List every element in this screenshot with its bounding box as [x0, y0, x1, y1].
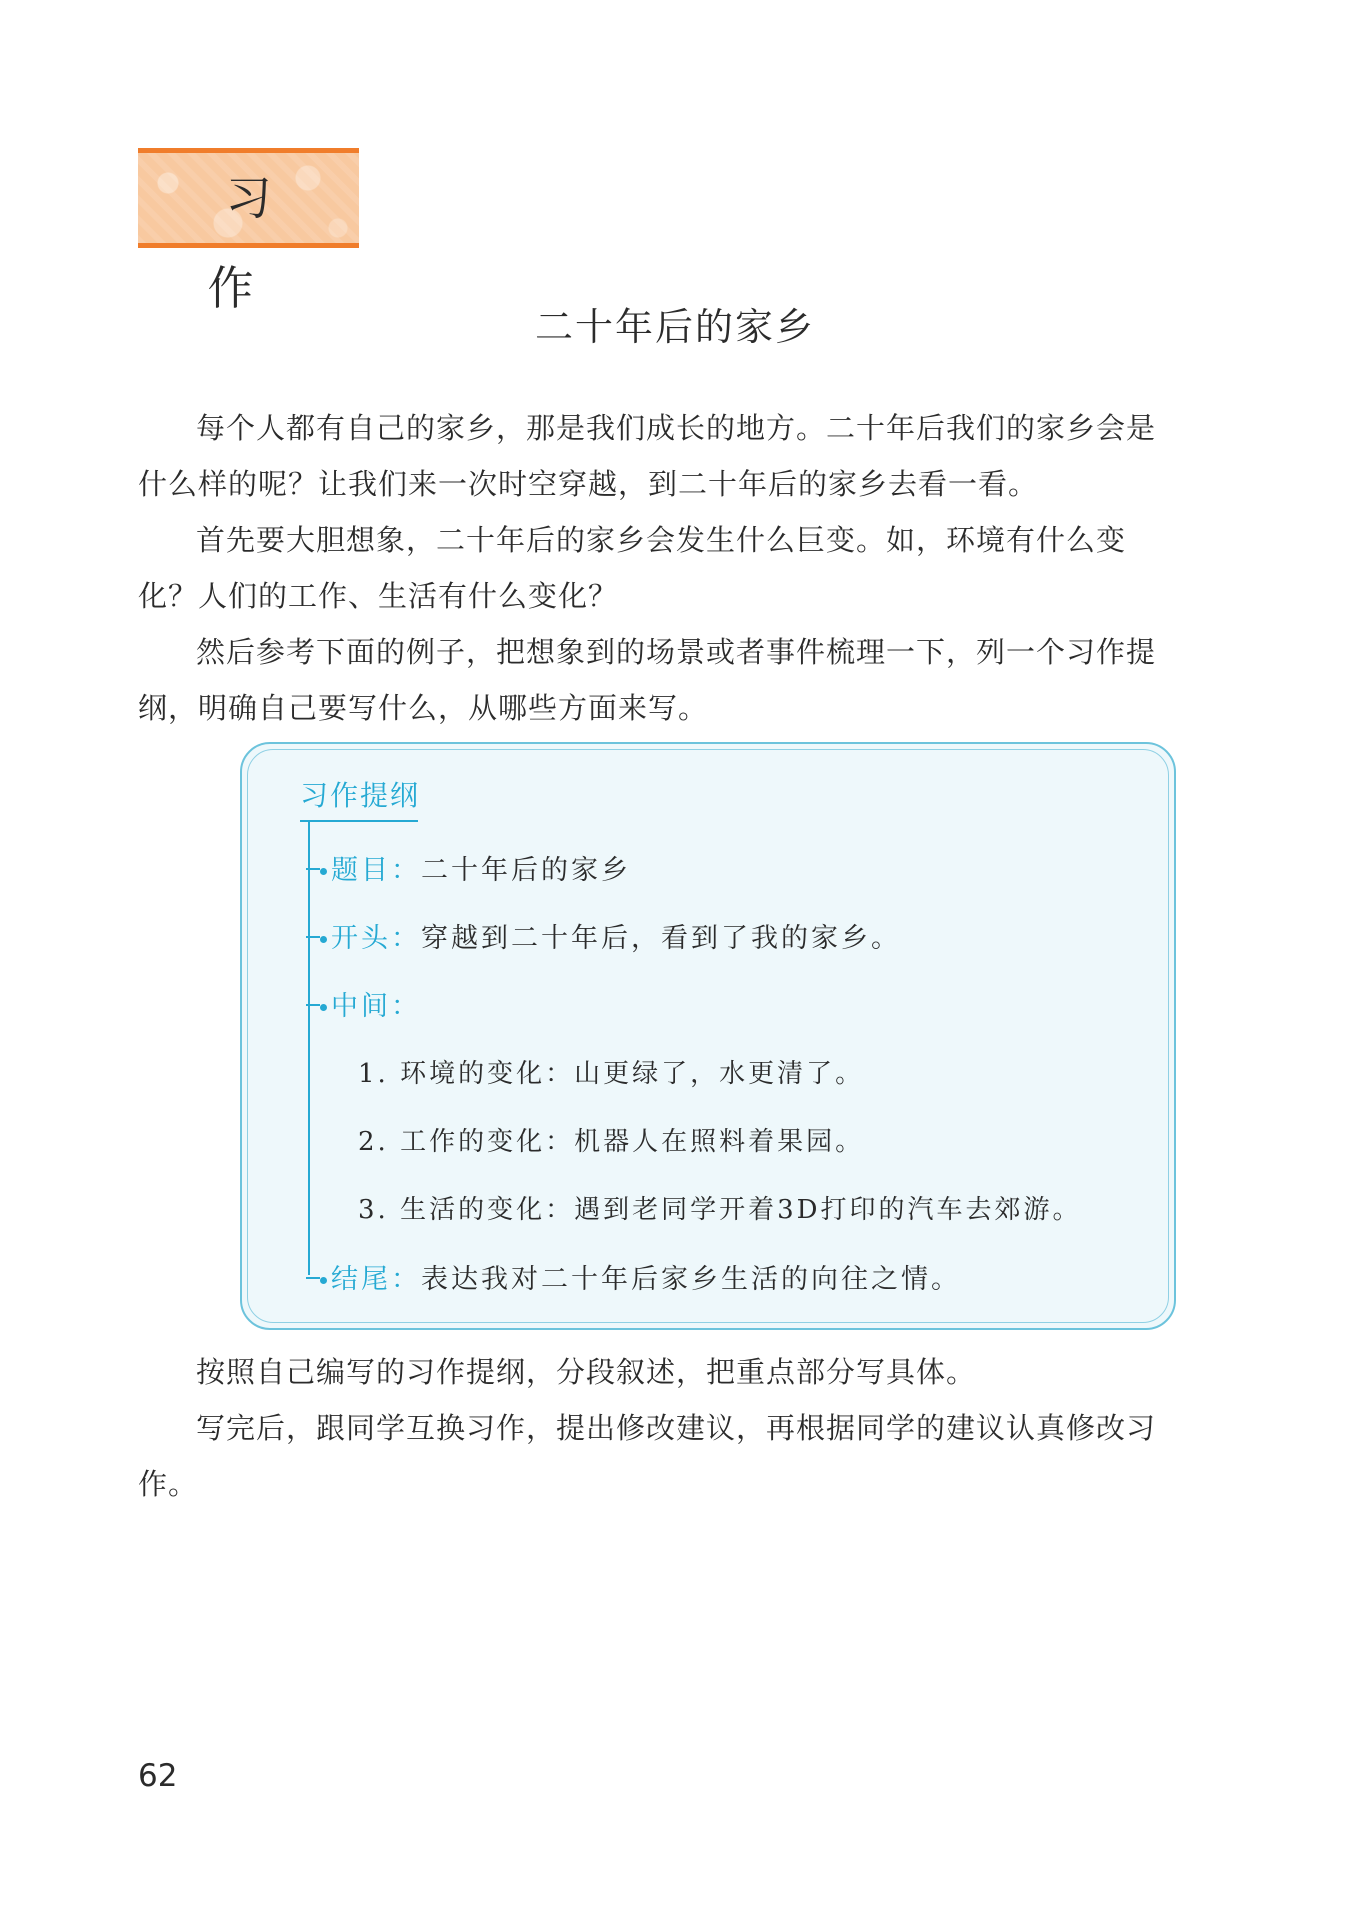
paragraph: 然后参考下面的例子，把想象到的场景或者事件梳理一下，列一个习作提纲，明确自己要写什么，从哪些方面来写。	[138, 635, 1157, 725]
paragraph: 按照自己编写的习作提纲，分段叙述，把重点部分写具体。	[196, 1355, 977, 1389]
intro-text	[138, 400, 1182, 736]
outline-middle-item: 1. 环境的变化：山更绿了，水更清了。	[358, 1059, 865, 1089]
section-banner	[138, 148, 359, 315]
bullet-dot-icon	[320, 1004, 327, 1011]
outline-ending-label: 结尾：	[331, 1264, 421, 1295]
tree-branch	[306, 868, 320, 870]
outro-text	[138, 1344, 1182, 1512]
section-banner-label: 习 作	[207, 171, 308, 315]
outline-opening	[322, 916, 901, 955]
bullet-dot-icon	[320, 936, 327, 943]
outline-middle-item: 3. 生活的变化：遇到老同学开着3D打印的汽车去郊游。	[358, 1195, 1082, 1225]
outline-topic-label: 题目：	[331, 855, 421, 886]
outline-box	[240, 742, 1176, 1330]
outline-ending	[322, 1257, 961, 1296]
outline-opening-label: 开头：	[331, 923, 421, 954]
tree-branch	[306, 936, 320, 938]
paragraph: 首先要大胆想象，二十年后的家乡会发生什么巨变。如，环境有什么变化？人们的工作、生活有什么变化？	[138, 523, 1127, 613]
bullet-dot-icon	[320, 1277, 327, 1284]
outline-middle-label: 中间：	[331, 991, 421, 1022]
bullet-dot-icon	[320, 868, 327, 875]
tree-branch	[306, 1277, 320, 1279]
outline-tree-line	[308, 822, 310, 1275]
outline-topic-value: 二十年后的家乡	[421, 855, 631, 886]
outline-header: 习作提纲	[300, 779, 421, 812]
outline-middle-item: 2. 工作的变化：机器人在照料着果园。	[358, 1127, 865, 1157]
paragraph: 写完后，跟同学互换习作，提出修改建议，再根据同学的建议认真修改习作。	[138, 1411, 1157, 1501]
tree-branch	[306, 1004, 320, 1006]
page-title: 二十年后的家乡	[534, 305, 815, 349]
outline-ending-value: 表达我对二十年后家乡生活的向往之情。	[421, 1264, 961, 1295]
outline-opening-value: 穿越到二十年后，看到了我的家乡。	[421, 923, 901, 954]
outline-topic	[322, 848, 631, 887]
outline-header-underline	[300, 820, 418, 822]
outline-middle	[322, 984, 421, 1023]
paragraph: 每个人都有自己的家乡，那是我们成长的地方。二十年后我们的家乡会是什么样的呢？让我们来一次时空穿越，到二十年后的家乡去看一看。	[138, 411, 1157, 501]
page-number: 62	[138, 1758, 178, 1794]
